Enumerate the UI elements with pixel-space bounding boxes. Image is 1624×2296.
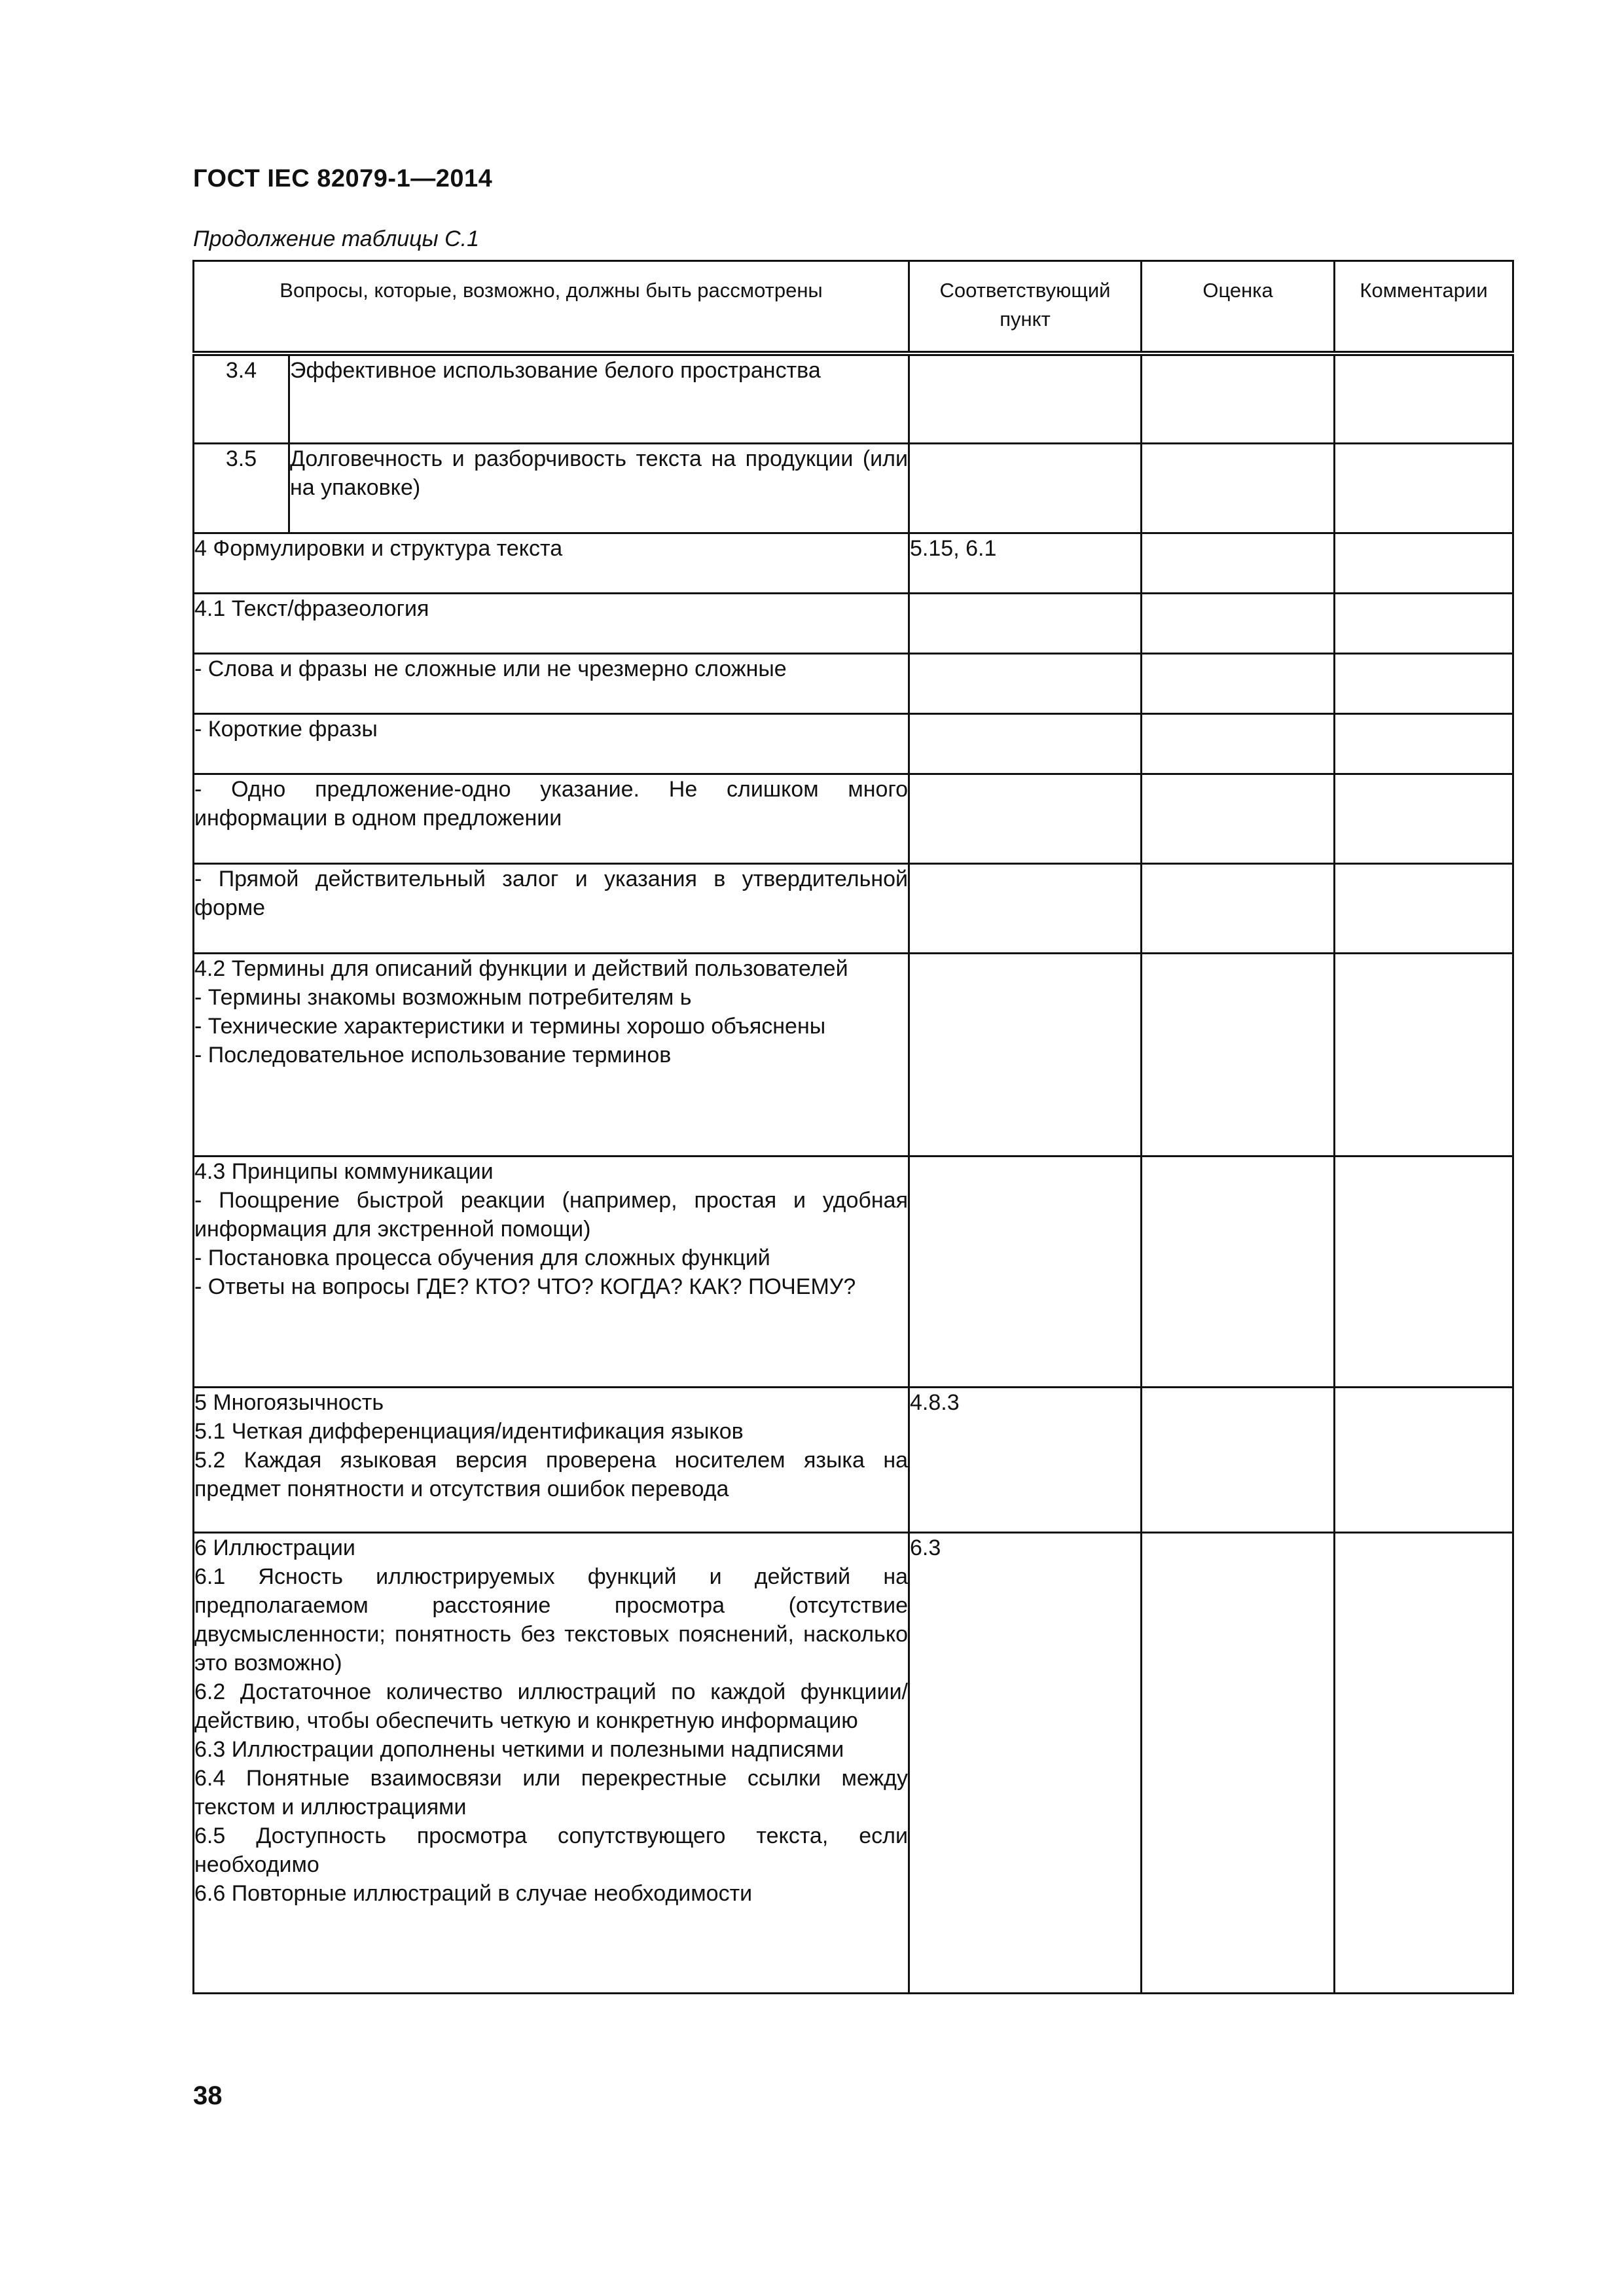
table-row: [194, 533, 1513, 593]
clause-cell: 6.3: [909, 1532, 1142, 1993]
comments-cell: [1335, 774, 1513, 863]
question-text: Долговечность и разборчивость текста на продукции (или на упаковке): [289, 443, 909, 533]
question-line: 6.5 Доступность просмотра сопутствующего текста, если необходимо: [194, 1823, 909, 1877]
table-row: [194, 774, 1513, 863]
column-header-assessment: Оценка: [1142, 261, 1335, 354]
question-text: [194, 1156, 909, 1387]
comments-cell: [1335, 653, 1513, 713]
question-text: [194, 774, 909, 863]
table-row: [194, 1156, 1513, 1387]
clause-cell: [909, 1156, 1142, 1387]
assessment-cell: [1142, 593, 1335, 653]
table-caption: Продолжение таблицы С.1: [193, 226, 479, 251]
assessment-cell: [1142, 1532, 1335, 1993]
table-row: [194, 953, 1513, 1156]
question-line: 6 Иллюстрации: [194, 1535, 355, 1560]
document-header: ГОСТ IEC 82079-1—2014: [193, 165, 493, 192]
table-row: [194, 593, 1513, 653]
table-row: [194, 443, 1513, 533]
column-header-questions: Вопросы, которые, возможно, должны быть рассмотрены: [194, 261, 909, 354]
question-text: [194, 713, 909, 774]
column-header-clause: Соответствующий пункт: [909, 261, 1142, 354]
question-text: Эффективное использование белого пространства: [289, 353, 909, 443]
question-text: [194, 863, 909, 953]
page-number: 38: [193, 2081, 223, 2110]
comments-cell: [1335, 953, 1513, 1156]
question-text: [194, 533, 909, 593]
question-line: - Последовательное использование терминов: [194, 1042, 672, 1067]
clause-cell: [909, 863, 1142, 953]
clause-cell: [909, 774, 1142, 863]
table-row: [194, 863, 1513, 953]
clause-cell: 5.15, 6.1: [909, 533, 1142, 593]
comments-cell: [1335, 1532, 1513, 1993]
question-line: 6.1 Ясность иллюстрируемых функций и действий на предполагаемом расстояние просмотра (отсутствие двусмысленности; понятность без текстовых пояснений, насколько это возможно): [194, 1564, 909, 1676]
comments-cell: [1335, 863, 1513, 953]
question-line: - Одно предложение-одно указание. Не слишком много информации в одном предложении: [194, 776, 909, 831]
question-text: [194, 593, 909, 653]
assessment-cell: [1142, 774, 1335, 863]
checklist-table: [192, 260, 1514, 1994]
question-text: [194, 653, 909, 713]
assessment-cell: [1142, 1156, 1335, 1387]
question-line: - Короткие фразы: [194, 716, 378, 742]
question-line: 5.2 Каждая языковая версия проверена носителем языка на предмет понятности и отсутствия ошибок перевода: [194, 1447, 909, 1501]
table-row: [194, 1532, 1513, 1993]
table-header-row: [194, 261, 1513, 354]
question-line: 5.1 Четкая дифференциация/идентификация языков: [194, 1418, 744, 1444]
question-text: [194, 953, 909, 1156]
clause-cell: [909, 593, 1142, 653]
comments-cell: [1335, 533, 1513, 593]
column-header-comments: Комментарии: [1335, 261, 1513, 354]
comments-cell: [1335, 713, 1513, 774]
clause-cell: [909, 953, 1142, 1156]
table-row: [194, 713, 1513, 774]
comments-cell: [1335, 1156, 1513, 1387]
comments-cell: [1335, 593, 1513, 653]
assessment-cell: [1142, 953, 1335, 1156]
question-line: 6.2 Достаточное количество иллюстраций по каждой функциии/действию, чтобы обеспечить четкую и конкретную информацию: [194, 1679, 909, 1733]
item-number: 3.5: [194, 443, 289, 533]
assessment-cell: [1142, 713, 1335, 774]
question-line: 6.6 Повторные иллюстраций в случае необходимости: [194, 1880, 753, 1906]
question-line: - Постановка процесса обучения для сложных функций: [194, 1245, 770, 1270]
comments-cell: [1335, 353, 1513, 443]
question-line: - Прямой действительный залог и указания в утвердительной форме: [194, 866, 909, 920]
table-row: [194, 353, 1513, 443]
clause-cell: 4.8.3: [909, 1387, 1142, 1532]
question-line: - Слова и фразы не сложные или не чрезмерно сложные: [194, 656, 787, 681]
clause-cell: [909, 443, 1142, 533]
question-line: 4.1 Текст/фразеология: [194, 596, 429, 621]
assessment-cell: [1142, 863, 1335, 953]
assessment-cell: [1142, 533, 1335, 593]
question-line: 5 Многоязычность: [194, 1390, 384, 1415]
assessment-cell: [1142, 443, 1335, 533]
question-line: 6.4 Понятные взаимосвязи или перекрестные ссылки между текстом и иллюстрациями: [194, 1765, 909, 1820]
question-line: - Поощрение быстрой реакции (например, простая и удобная информация для экстренной помощи): [194, 1187, 909, 1242]
question-text: [194, 1387, 909, 1532]
question-line: - Термины знакомы возможным потребителям ь: [194, 984, 692, 1010]
clause-cell: [909, 653, 1142, 713]
question-line: - Технические характеристики и термины хорошо объяснены: [194, 1013, 826, 1039]
assessment-cell: [1142, 353, 1335, 443]
question-line: 6.3 Иллюстрации дополнены четкими и полезными надписями: [194, 1736, 844, 1762]
clause-cell: [909, 713, 1142, 774]
item-number: 3.4: [194, 353, 289, 443]
question-text: [194, 1532, 909, 1993]
question-line: 4 Формулировки и структура текста: [194, 535, 563, 561]
question-line: 4.2 Термины для описаний функции и действий пользователей: [194, 956, 848, 981]
comments-cell: [1335, 443, 1513, 533]
question-line: - Ответы на вопросы ГДЕ? КТО? ЧТО? КОГДА? КАК? ПОЧЕМУ?: [194, 1274, 856, 1299]
table-row: [194, 653, 1513, 713]
clause-cell: [909, 353, 1142, 443]
assessment-cell: [1142, 1387, 1335, 1532]
question-line: 4.3 Принципы коммуникации: [194, 1158, 494, 1184]
assessment-cell: [1142, 653, 1335, 713]
table-row: [194, 1387, 1513, 1532]
comments-cell: [1335, 1387, 1513, 1532]
